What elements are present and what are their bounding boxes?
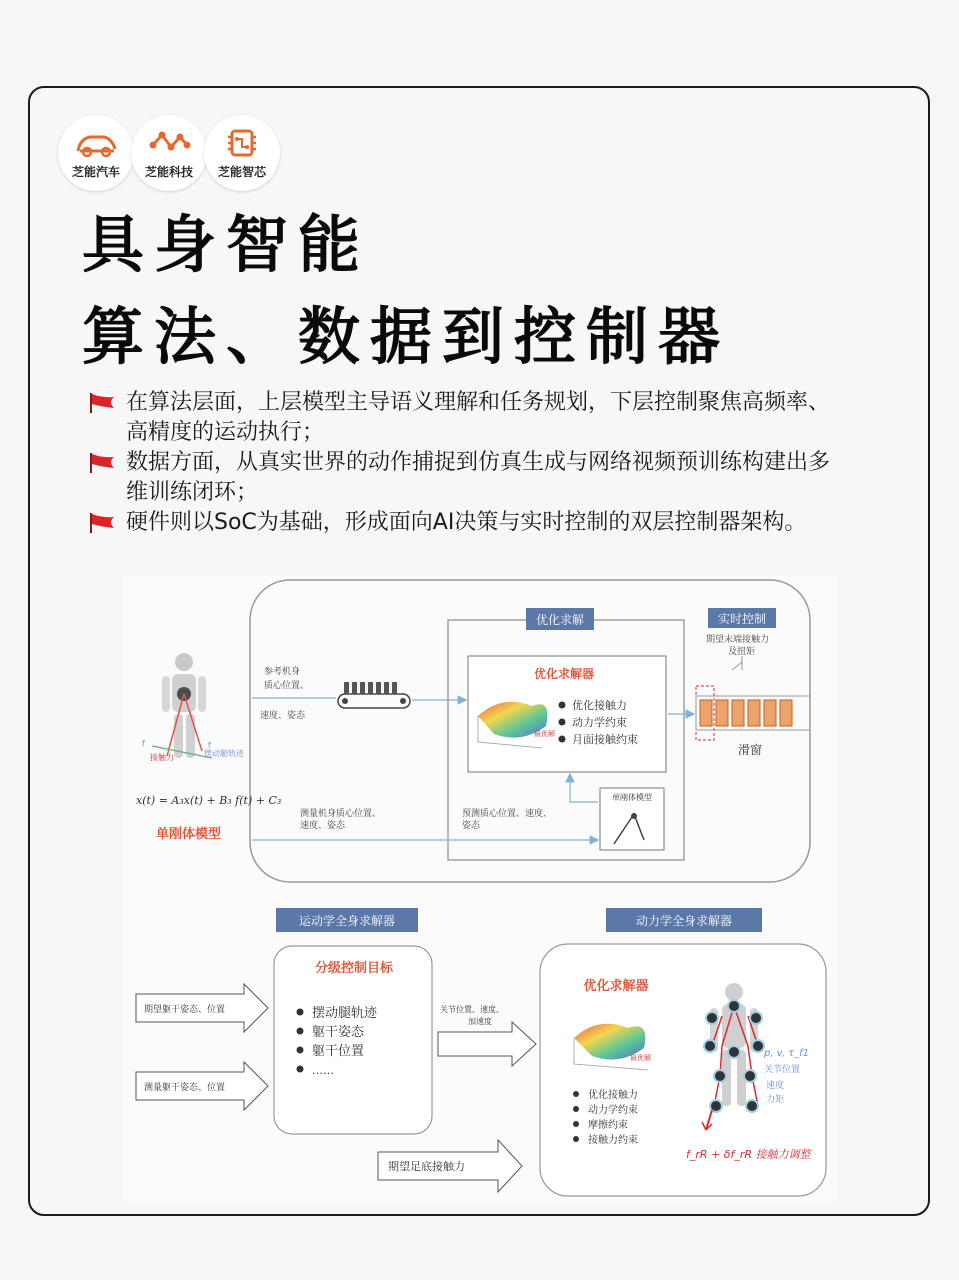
bullet-text: 数据方面，从真实世界的动作捕捉到仿真生成与网络视频预训练构建出多维训练闭环； [126, 450, 831, 505]
input-arrow-measured [136, 1062, 268, 1110]
robot-label: 关节位置 [764, 1065, 801, 1075]
force-label-left: f [142, 739, 145, 748]
predict-label-2: 姿态 [462, 821, 481, 831]
sliding-window-bars [696, 696, 810, 730]
dyn-solver-title: 优化求解器 [583, 979, 649, 994]
logo-zhineng-auto [58, 115, 134, 191]
list-item [88, 508, 848, 538]
page-title-line2: 算法、数据到控制器 [82, 300, 731, 373]
opt-item: 优化接触力 [572, 699, 627, 712]
single-rigid-body-label: 单刚体模型 [156, 827, 222, 842]
ref-label-3: 速度、姿态 [260, 711, 306, 721]
dyn-item: 动力学约束 [588, 1105, 638, 1116]
list-item [88, 448, 848, 508]
svg-text:测量躯干姿态、位置: 测量躯干姿态、位置 [144, 1083, 226, 1093]
joint-label-2: 加速度 [468, 1017, 492, 1026]
robot-label: 力矩 [766, 1095, 785, 1105]
rigid-body-model-label: 单刚体模型 [612, 793, 652, 802]
robot-label: 速度 [766, 1081, 785, 1091]
opt-solver-title: 优化求解器 [533, 667, 595, 681]
foot-force-arrow [378, 1140, 522, 1192]
optimum-label: 最优解 [630, 1054, 651, 1062]
control-architecture-diagram [122, 576, 838, 1202]
opt-item: 月面接触约束 [572, 733, 638, 746]
logo-label: 芝能智芯 [217, 165, 266, 179]
bullet-text: 在算法层面，上层模型主导语义理解和任务规划，下层控制聚焦高频率、高精度的运动执行； [126, 390, 831, 445]
bullet-text: 硬件则以SoC为基础，形成面向AI决策与实时控制的双层控制器架构。 [126, 510, 807, 535]
joint-label-1: 关节位置、速度、 [440, 1005, 504, 1014]
joint-arrow [438, 1022, 536, 1066]
logo-zhineng-tech [131, 115, 207, 191]
svg-text:期望躯干姿态、位置: 期望躯干姿态、位置 [144, 1005, 226, 1015]
dyn-item: 接触力约束 [588, 1135, 638, 1146]
logo-label: 芝能汽车 [71, 165, 120, 179]
contact-force-label: 接触力 [150, 753, 174, 762]
goal-item: 躯干姿态 [312, 1025, 365, 1040]
dyn-item: 优化接触力 [588, 1090, 638, 1101]
realtime-header: 实时控制 [717, 612, 767, 626]
list-item [88, 388, 848, 448]
measure-label-1: 测量机身质心位置、 [300, 809, 382, 819]
reference-queue [338, 682, 410, 708]
chip-icon [220, 125, 264, 161]
logo-label: 芝能科技 [144, 165, 193, 179]
ref-label-2: 质心位置、 [264, 681, 310, 691]
sliding-window-label: 滑窗 [738, 743, 763, 757]
opt-item: 动力学约束 [572, 716, 627, 729]
robot-label: p, v, τ_f1 [764, 1048, 810, 1059]
predict-label-1: 预测质心位置、速度、 [462, 809, 553, 819]
dyn-header: 动力学全身求解器 [635, 914, 733, 928]
dynamics-formula: x(t) = A₃x(t) + B₃ f(t) + C₃ [136, 794, 282, 807]
ref-label-1: 参考机身 [264, 667, 301, 677]
red-flag-icon [88, 392, 116, 414]
realtime-desc-1: 期望末端接触力 [706, 635, 770, 645]
robot-figure-top [152, 653, 212, 758]
car-icon [74, 125, 118, 161]
svg-text:期望足底接触力: 期望足底接触力 [388, 1160, 465, 1173]
bullet-list [88, 388, 848, 538]
force-label-right: f [208, 741, 211, 750]
realtime-desc-2: 及扭矩 [728, 647, 756, 657]
goal-item: 摆动腿轨迹 [312, 1006, 378, 1021]
goal-title: 分级控制目标 [314, 961, 394, 976]
measure-label-2: 速度、姿态 [300, 821, 346, 831]
page-title-line1: 具身智能 [82, 208, 371, 281]
force-adjust-label: f_rR + δf_rR 接触力调整 [686, 1148, 811, 1161]
goal-item: …… [312, 1064, 334, 1077]
input-arrow-desired [136, 984, 268, 1032]
logo-zhineng-chip [204, 115, 280, 191]
optimum-label: 最优解 [534, 730, 555, 738]
dyn-item: 摩擦约束 [588, 1120, 628, 1131]
kin-header: 运动学全身求解器 [298, 914, 396, 928]
goal-item: 躯干位置 [312, 1044, 365, 1059]
red-flag-icon [88, 512, 116, 534]
molecule-icon [147, 125, 191, 161]
swing-leg-label: 摆动腿轨迹 [204, 749, 244, 758]
opt-header: 优化求解 [535, 613, 585, 627]
red-flag-icon [88, 452, 116, 474]
